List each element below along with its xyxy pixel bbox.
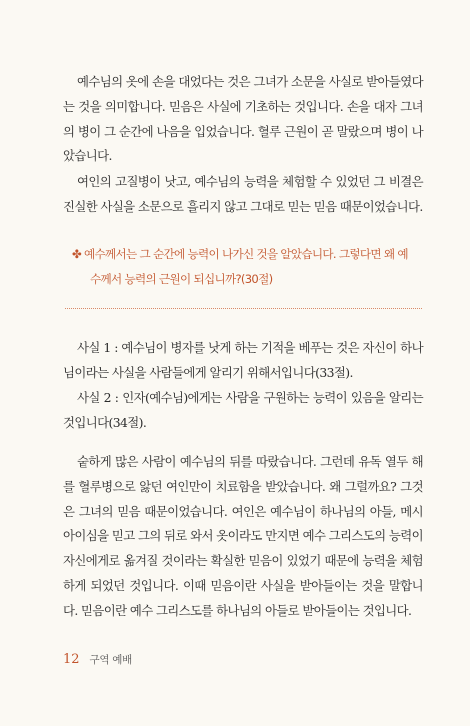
fact-1-text: 사실 1 : 예수님이 병자를 낫게 하는 기적을 베푸는 것은 자신이 하나님이라는 사실을 사람들에게 알리기 위해서입니다(33절). — [63, 340, 423, 380]
flower-bullet-icon: ✤ — [72, 247, 82, 261]
reflection-question — [72, 242, 422, 292]
body-paragraph-1: 예수님의 옷에 손을 대었다는 것은 그녀가 소문을 사실로 받아들였다는 것을 의미합니다. 믿음은 사실에 기초하는 것입니다. 손을 대자 그녀의 병이 그 순간에 나음을 입었습니다. 혈루 근원이 곧 말랐으며 병이 나았습니다. — [63, 74, 423, 164]
question-text-1: 예수께서는 그 순간에 능력이 나가신 것을 알았습니다. 그렇다면 왜 예 — [84, 247, 408, 261]
running-title: 구역 예배 — [89, 654, 132, 666]
fact-1 — [63, 336, 423, 386]
question-line-1 — [72, 242, 422, 267]
fact-2-text: 사실 2 : 인자(예수님)에게는 사람을 구원하는 능력이 있음을 알리는 것입니다(34절). — [63, 390, 423, 430]
closing-paragraph: 숱하게 많은 사람이 예수님의 뒤를 따랐습니다. 그런데 유독 열두 해를 혈루병으로 앓던 여인만이 치료함을 받았습니다. 왜 그럴까요? 그것은 그녀의 믿음 때문이었습니다. 여인은 예수님이 하나님의 아들, 메시아이심을 믿고 그의 뒤로 와서 옷이라도 만지면 예수 그리스도의 능력이 자신에게로 옮겨질 것이라는 확실한 믿음이 있었기 때문에 능력을 체험하게 되었던 것입니다. 이때 믿음이란 사실을 받아들이는 것을 말합니다. 믿음이란 예수 그리스도를 하나님의 아들로 받아들이는 것입니다. — [63, 454, 423, 618]
dotted-divider — [65, 308, 422, 309]
body-paragraph-2: 여인의 고질병이 낫고, 예수님의 능력을 체험할 수 있었던 그 비결은 진실한 사실을 소문으로 흘리지 않고 그대로 믿는 믿음 때문이었습니다. — [63, 174, 423, 214]
fact-2 — [63, 386, 423, 436]
page-number: 12 — [63, 652, 80, 667]
page-footer — [63, 648, 132, 667]
question-line-2: 수께서 능력의 근원이 되십니까?(30절) — [90, 272, 273, 286]
